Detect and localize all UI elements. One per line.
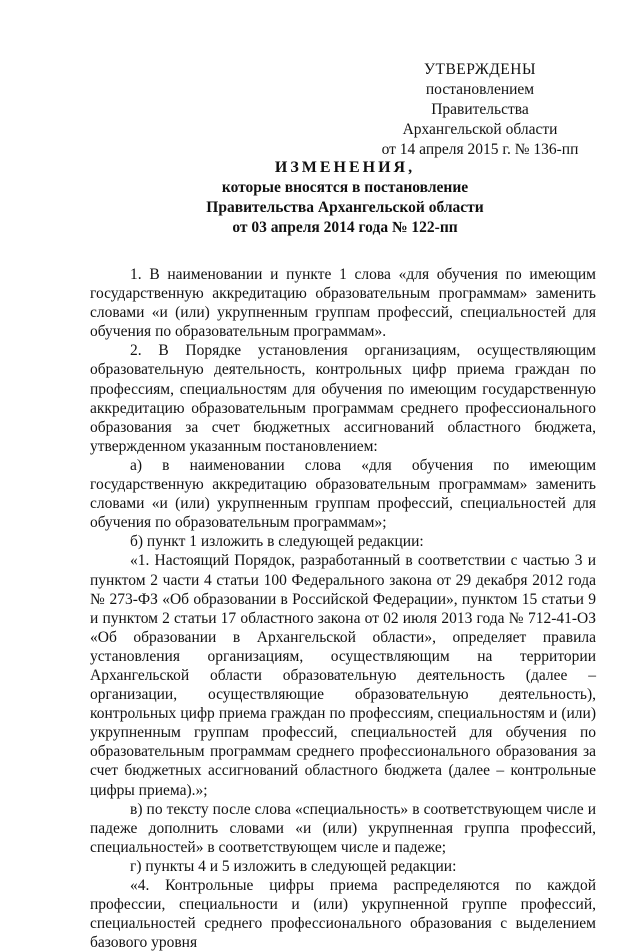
paragraph-2g-quote: «4. Контрольные цифры приема распределяются по каждой профессии, специальности и (или) укрупненной группе профессий, специальностей среднего профессионального образования с выделением базового уровня <box>90 877 596 952</box>
paragraph-2a: а) в наименовании слова «для обучения по имеющим государственную аккредитацию образовательным программам» заменить словами «и (или) укрупненным группам профессий, специальностей для обучения по образовательным программам»; <box>90 456 596 532</box>
paragraph-2g: г) пункты 4 и 5 изложить в следующей редакции: <box>130 857 457 875</box>
approval-date-line: от 14 апреля 2015 г. № 136-пп <box>381 141 579 158</box>
title-line: которые вносятся в постановление <box>221 179 469 196</box>
title-line: от 03 апреля 2014 года № 122-пп <box>232 219 458 236</box>
document-body <box>90 265 596 952</box>
title-line: Правительства Архангельской области <box>206 199 484 216</box>
paragraph-1: 1. В наименовании и пункте 1 слова «для обучения по имеющим государственную аккредитацию образовательным программам» заменить словами «и (или) укрупненным группам профессий, специальностей для обучения по образовательным программам». <box>90 266 596 341</box>
approval-line: постановлением Правительства <box>425 81 535 118</box>
approval-line: Архангельской области <box>402 121 558 138</box>
paragraph-2b-quote: «1. Настоящий Порядок, разработанный в соответствии с частью 3 и пунктом 2 части 4 статьи 100 Федерального закона от 29 декабря 2012 года № 273-ФЗ «Об образовании в Российской Федерации», пунктом 15 статьи 9 и пунктом 2 статьи 17 областного закона от 02 июля 2013 года № 712-41-ОЗ «Об образовании в Архангельской области», определяет правила установления организациям, осуществляющим на территории Архангельской области образовательную деятельность (далее – организации, осуществляющие образовательную деятельность), контрольных цифр приема граждан по профессиям, специальностям и (или) укрупненным группам профессий, специальностей для обучения по образовательным программам среднего профессионального образования за счет бюджетных ассигнований областного бюджета (далее – контрольные цифры приема).»; <box>90 552 596 799</box>
paragraph-2b: б) пункт 1 изложить в следующей редакции: <box>130 533 424 551</box>
document-title <box>90 158 600 238</box>
paragraph-2: 2. В Порядке установления организациям, осуществляющим образовательную деятельность, контрольных цифр приема граждан по профессиям, специальностям для обучения по имеющим государственную аккредитацию образовательным программам среднего профессионального образования за счет бюджетных ассигнований областного бюджета, утвержденном указанным постановлением: <box>90 342 596 455</box>
title-main: ИЗМЕНЕНИЯ, <box>274 159 416 176</box>
paragraph-2v: в) по тексту после слова «специальность» в соответствующем числе и падеже дополнить словами «и (или) укрупненная группа профессий, специальностей» в соответствующем числе и падеже; <box>90 800 596 856</box>
approval-heading: УТВЕРЖДЕНЫ <box>424 61 536 78</box>
approval-stamp <box>380 60 580 160</box>
